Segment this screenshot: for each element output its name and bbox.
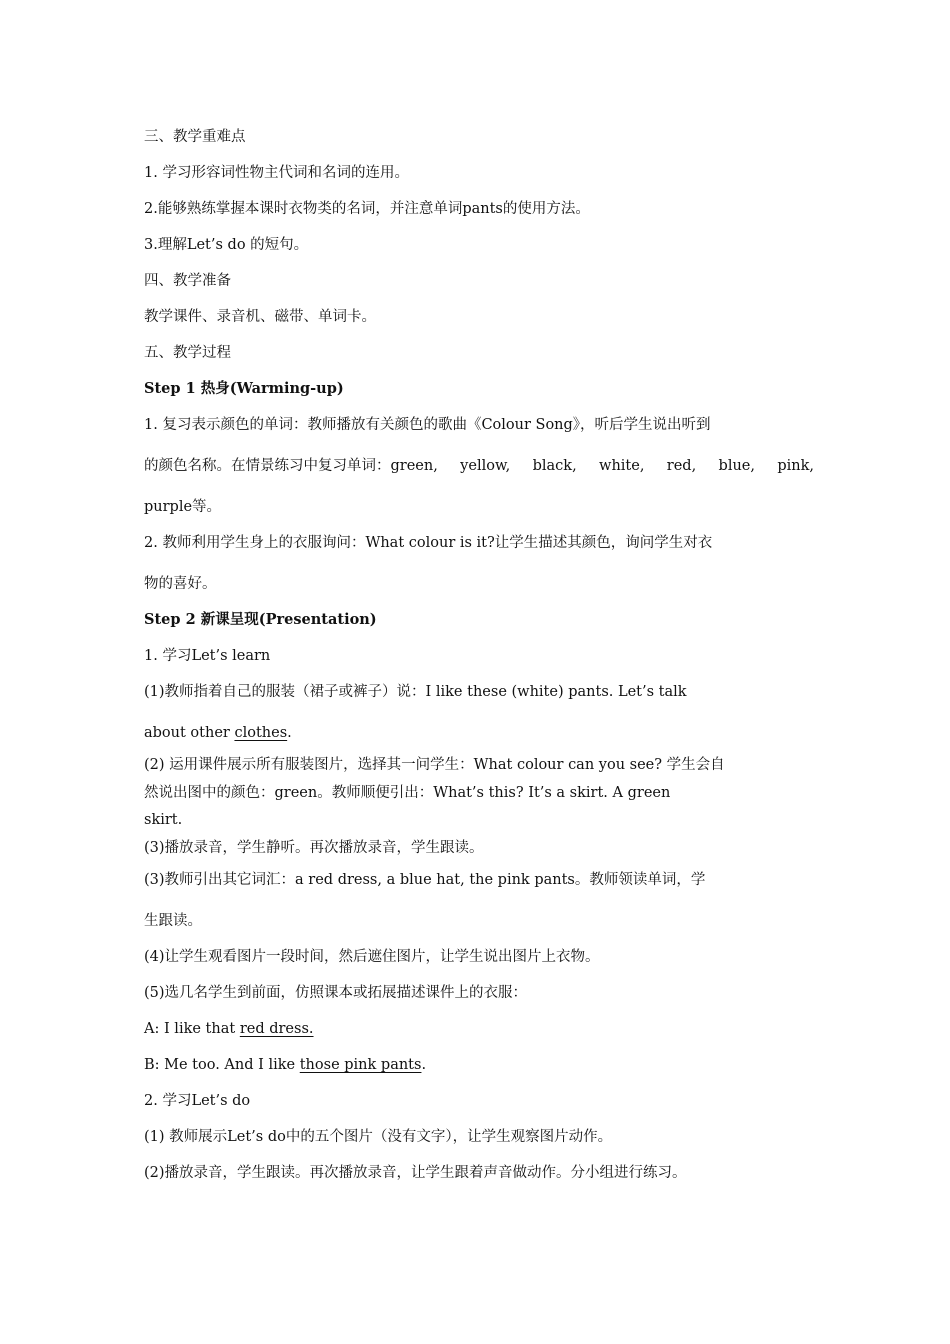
section-3-title: 三、教学重难点 bbox=[144, 129, 246, 145]
word: 的颜色名称。在情景练习中复习单词：green, bbox=[144, 458, 438, 474]
learn-paragraph-2-line-2: 然说出图中的颜色：green。教师顺便引出：What’s this? It’s a skirt. A green bbox=[144, 785, 671, 801]
learn-paragraph-4-line-2: 生跟读。 bbox=[144, 913, 202, 929]
word: black, bbox=[532, 458, 577, 474]
step-1-paragraph-1-line-2 bbox=[144, 456, 814, 476]
step-1-title: Step 1 热身(Warming-up) bbox=[144, 380, 344, 397]
learn-paragraph-4-line-1: (3)教师引出其它词汇：a red dress, a blue hat, the pink pants。教师领读单词，学 bbox=[144, 872, 706, 888]
text: B: Me too. And I like bbox=[144, 1057, 300, 1073]
do-paragraph-1: (1) 教师展示Let’s do中的五个图片（没有文字），让学生观察图片动作。 bbox=[144, 1129, 613, 1145]
do-paragraph-2: (2)播放录音，学生跟读。再次播放录音，让学生跟着声音做动作。分小组进行练习。 bbox=[144, 1165, 687, 1181]
step-1-paragraph-1-line-1: 1. 复习表示颜色的单词：教师播放有关颜色的歌曲《Colour Song》，听后学生说出听到 bbox=[144, 417, 711, 433]
section-4-title: 四、教学准备 bbox=[144, 273, 231, 289]
learn-paragraph-6: (5)选几名学生到前面，仿照课本或拓展描述课件上的衣服： bbox=[144, 985, 528, 1001]
learn-paragraph-1-line-1: (1)教师指着自己的服装（裙子或裤子）说：I like these (white) pants. Let’s talk bbox=[144, 684, 687, 700]
word: red, bbox=[666, 458, 697, 474]
learn-paragraph-1-line-2 bbox=[144, 723, 814, 743]
learn-paragraph-5: (4)让学生观看图片一段时间，然后遮住图片，让学生说出图片上衣物。 bbox=[144, 949, 600, 965]
learn-paragraph-2-line-3: skirt. bbox=[144, 812, 183, 828]
underlined-phrase: those pink pants bbox=[299, 1057, 422, 1073]
section-3-item-2: 2.能够熟练掌握本课时衣物类的名词，并注意单词pants的使用方法。 bbox=[144, 201, 590, 217]
learn-paragraph-2-line-1: (2) 运用课件展示所有服装图片，选择其一问学生：What colour can you see? 学生会自 bbox=[144, 757, 725, 773]
lets-do-title: 2. 学习Let’s do bbox=[144, 1093, 251, 1109]
section-3-item-3: 3.理解Let’s do 的短句。 bbox=[144, 237, 309, 253]
text: . bbox=[421, 1057, 427, 1073]
underlined-word: clothes bbox=[234, 725, 288, 741]
dialog-line-a bbox=[144, 1019, 814, 1039]
section-4-body: 教学课件、录音机、磁带、单词卡。 bbox=[144, 309, 376, 325]
section-3-item-1: 1. 学习形容词性物主代词和名词的连用。 bbox=[144, 165, 409, 181]
text: A: I like that bbox=[144, 1021, 240, 1037]
step-1-paragraph-2-line-1: 2. 教师利用学生身上的衣服询问：What colour is it?让学生描述其颜色，询问学生对衣 bbox=[144, 535, 713, 551]
section-5-title: 五、教学过程 bbox=[144, 345, 231, 361]
step-1-paragraph-1-line-3: purple等。 bbox=[144, 499, 222, 515]
text: . bbox=[287, 725, 292, 741]
word: blue, bbox=[718, 458, 755, 474]
step-1-paragraph-2-line-2: 物的喜好。 bbox=[144, 576, 217, 592]
underlined-phrase: red dress. bbox=[239, 1021, 314, 1037]
lets-learn-title: 1. 学习Let’s learn bbox=[144, 648, 271, 664]
word: yellow, bbox=[460, 458, 511, 474]
learn-paragraph-3: (3)播放录音，学生静听。再次播放录音，学生跟读。 bbox=[144, 840, 484, 856]
dialog-line-b bbox=[144, 1055, 814, 1075]
text: about other bbox=[144, 725, 235, 741]
word: pink, bbox=[777, 458, 814, 474]
step-2-title: Step 2 新课呈现(Presentation) bbox=[144, 611, 377, 628]
word: white, bbox=[599, 458, 645, 474]
